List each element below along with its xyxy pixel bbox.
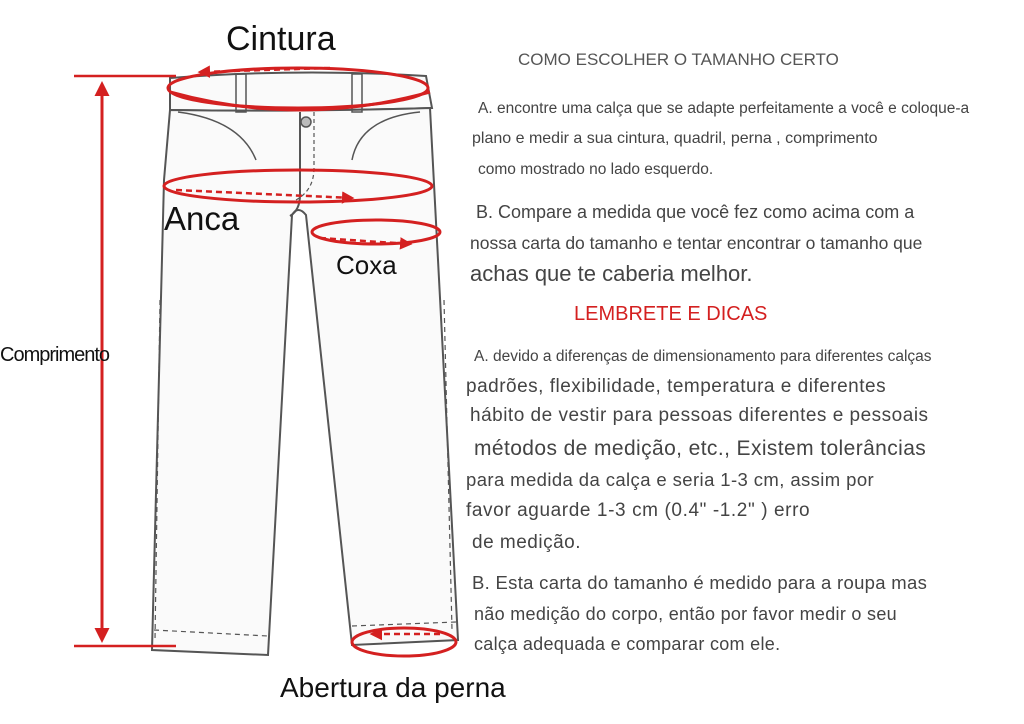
hip-label: Anca	[164, 200, 240, 237]
guide-section-a-line-1: A. encontre uma calça que se adapte perfeitamente a você e coloque-a	[478, 100, 970, 117]
guide-section-b-line-2: nossa carta do tamanho e tentar encontrar o tamanho que	[470, 233, 923, 253]
tip-a-line-5: para medida da calça e seria 1-3 cm, assim por	[466, 469, 875, 490]
tip-a-line-7: de medição.	[472, 532, 582, 553]
guide-title: COMO ESCOLHER O TAMANHO CERTO	[518, 50, 839, 69]
tip-a-line-4: métodos de medição, etc., Existem tolerâncias	[474, 437, 927, 460]
length-label: Comprimento	[0, 344, 110, 366]
tip-a-line-2: padrões, flexibilidade, temperatura e diferentes	[466, 376, 887, 397]
tip-b-line-2: não medição do corpo, então por favor medir o seu	[474, 604, 897, 624]
thigh-label: Coxa	[336, 250, 397, 280]
waist-label: Cintura	[226, 20, 336, 58]
tip-a-line-1: A. devido a diferenças de dimensionamento para diferentes calças	[474, 348, 932, 365]
leg-opening-label: Abertura da perna	[280, 672, 506, 703]
guide-section-a-line-3: como mostrado no lado esquerdo.	[478, 161, 714, 178]
guide-section-b-line-3: achas que te caberia melhor.	[470, 261, 753, 286]
tip-a-line-3: hábito de vestir para pessoas diferentes e pessoais	[470, 405, 929, 426]
guide-section-a-line-2: plano e medir a sua cintura, quadril, perna , comprimento	[472, 130, 878, 147]
guide-section-b-line-1: B. Compare a medida que você fez como acima com a	[476, 202, 915, 222]
tips-title: LEMBRETE E DICAS	[574, 303, 768, 325]
pants-outline	[152, 72, 458, 655]
tip-b-line-3: calça adequada e comparar com ele.	[474, 634, 781, 654]
tip-a-line-6: favor aguarde 1-3 cm (0.4" -1.2" ) erro	[466, 500, 811, 521]
tip-b-line-1: B. Esta carta do tamanho é medido para a roupa mas	[472, 572, 928, 593]
